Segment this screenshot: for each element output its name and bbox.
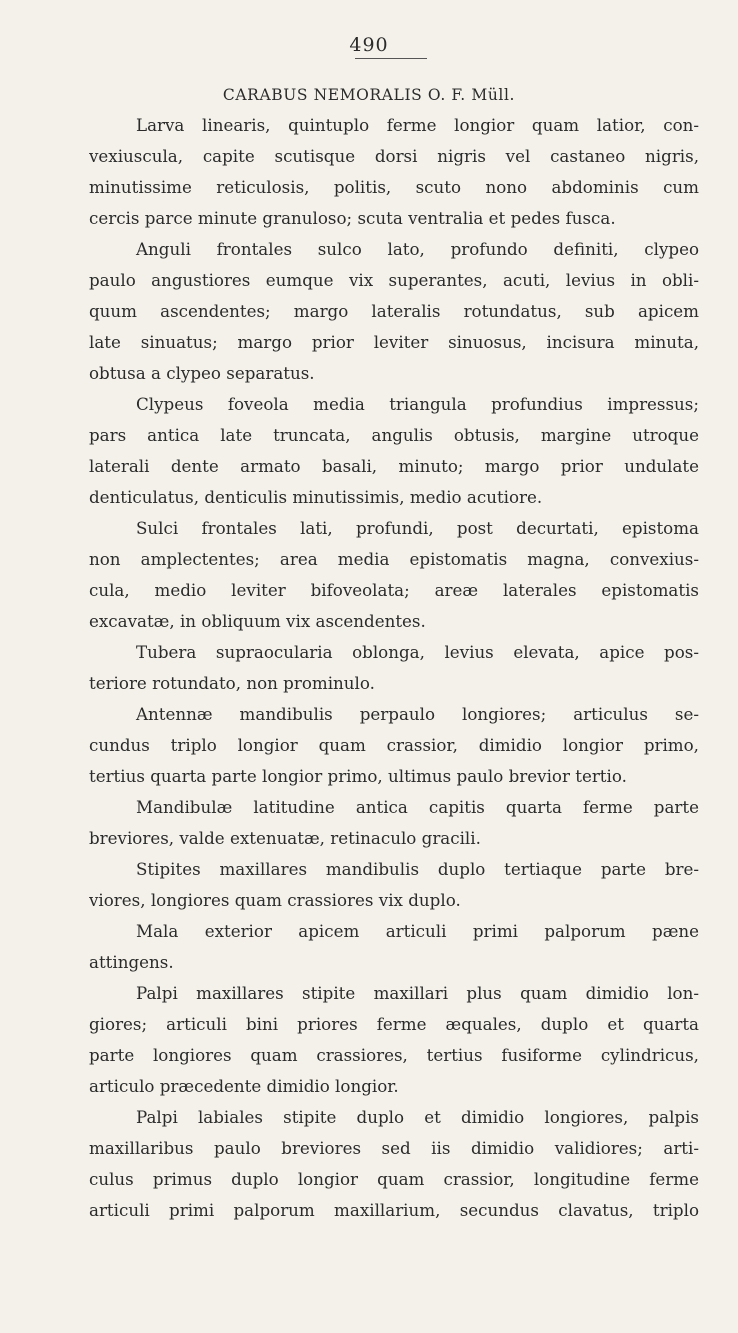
text-line: articulo præcedente dimidio longior.: [89, 1076, 399, 1096]
text-line: cundus triplo longior quam crassior, dimidio longior primo,: [89, 735, 699, 755]
body-text: [89, 110, 699, 1226]
text-line: paulo angustiores eumque vix superantes, acuti, levius in obli-: [89, 270, 699, 290]
text-line: minutissime reticulosis, politis, scuto nono abdominis cum: [89, 177, 699, 197]
text-line: culus primus duplo longior quam crassior, longitudine ferme: [89, 1169, 699, 1189]
text-line: Antennæ mandibulis perpaulo longiores; articulus se-: [136, 704, 699, 724]
page-number-rule: [355, 58, 427, 59]
section-heading: CARABUS NEMORALIS O. F. Müll.: [222, 86, 516, 104]
text-line: tertius quarta parte longior primo, ultimus paulo brevior tertio.: [89, 766, 627, 786]
text-line: maxillaribus paulo breviores sed iis dimidio validiores; arti-: [89, 1138, 699, 1158]
text-line: laterali dente armato basali, minuto; margo prior undulate: [89, 456, 699, 476]
text-line: parte longiores quam crassiores, tertius fusiforme cylindricus,: [89, 1045, 699, 1065]
text-line: articuli primi palporum maxillarium, secundus clavatus, triplo: [89, 1200, 699, 1220]
text-line: viores, longiores quam crassiores vix duplo.: [89, 890, 461, 910]
text-line: late sinuatus; margo prior leviter sinuosus, incisura minuta,: [89, 332, 699, 352]
text-line: giores; articuli bini priores ferme æquales, duplo et quarta: [89, 1014, 699, 1034]
text-line: cula, medio leviter bifoveolata; areæ laterales epistomatis: [89, 580, 699, 600]
text-line: Palpi maxillares stipite maxillari plus quam dimidio lon-: [136, 983, 699, 1003]
text-line: teriore rotundato, non prominulo.: [89, 673, 375, 693]
text-line: excavatæ, in obliquum vix ascendentes.: [89, 611, 426, 631]
text-line: Sulci frontales lati, profundi, post decurtati, epistoma: [136, 518, 699, 538]
text-line: breviores, valde extenuatæ, retinaculo gracili.: [89, 828, 481, 848]
text-line: Clypeus foveola media triangula profundius impressus;: [136, 394, 699, 414]
text-line: Anguli frontales sulco lato, profundo definiti, clypeo: [136, 239, 699, 259]
page-number: 490: [349, 34, 389, 56]
text-line: denticulatus, denticulis minutissimis, medio acutiore.: [89, 487, 543, 507]
text-line: vexiuscula, capite scutisque dorsi nigris vel castaneo nigris,: [89, 146, 699, 166]
text-line: cercis parce minute granuloso; scuta ventralia et pedes fusca.: [89, 208, 616, 228]
text-line: quum ascendentes; margo lateralis rotundatus, sub apicem: [89, 301, 699, 321]
text-line: pars antica late truncata, angulis obtusis, margine utroque: [89, 425, 699, 445]
text-line: Mandibulæ latitudine antica capitis quarta ferme parte: [136, 797, 699, 817]
text-line: Mala exterior apicem articuli primi palporum pæne: [136, 921, 699, 941]
text-line: non amplectentes; area media epistomatis magna, convexius-: [89, 549, 699, 569]
text-line: Stipites maxillares mandibulis duplo tertiaque parte bre-: [136, 859, 699, 879]
text-line: Palpi labiales stipite duplo et dimidio longiores, palpis: [136, 1107, 699, 1127]
text-line: attingens.: [89, 952, 174, 972]
text-line: Tubera supraocularia oblonga, levius elevata, apice pos-: [136, 642, 699, 662]
text-line: obtusa a clypeo separatus.: [89, 363, 315, 383]
text-line: Larva linearis, quintuplo ferme longior quam latior, con-: [136, 115, 699, 135]
